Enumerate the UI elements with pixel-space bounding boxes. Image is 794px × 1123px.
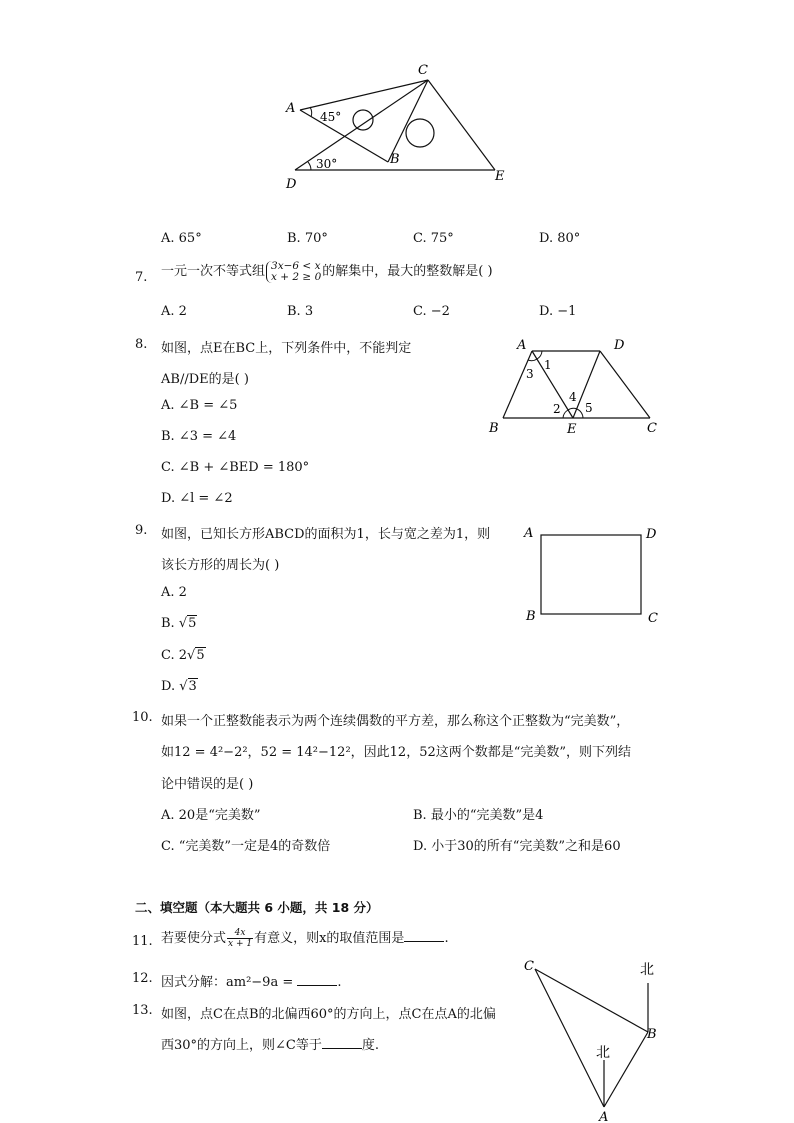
line-c-b [535, 969, 648, 1032]
line-a-c [300, 80, 428, 110]
q12-answer-blank[interactable] [297, 973, 337, 986]
q9-option-b-radicand: 5 [188, 616, 197, 631]
label-b: B [647, 1027, 657, 1042]
circle-small [353, 110, 373, 130]
q9-option-b-prefix: B. [161, 616, 175, 631]
q11-fraction-numerator: 4x [227, 928, 253, 939]
label-angle-4: 4 [569, 390, 577, 404]
q7-option-c[interactable]: C. −2 [413, 304, 450, 319]
q11-fraction-denominator: x + 1 [228, 939, 253, 949]
q7-inequality-1: 3x−6 < x [271, 259, 321, 272]
q7-stem [161, 260, 493, 283]
q10-number: 10. [132, 710, 153, 725]
q12-stem [161, 971, 342, 990]
label-d: D [646, 527, 657, 542]
q9-line-1: 如图，已知长方形ABCD的面积为1，长与宽之差为1，则 [161, 527, 491, 542]
q11-stem [161, 927, 449, 949]
label-angle-2: 2 [553, 402, 561, 416]
circle-large [406, 119, 434, 147]
line-d-c [600, 351, 650, 418]
q12-end: . [337, 975, 342, 990]
q11-text-before: 若要使分式 [161, 931, 227, 946]
q7-option-b[interactable]: B. 3 [287, 304, 314, 319]
q10-line-2: 如12 = 4²−2²，52 = 14²−12²，因此12，52这两个数都是“完美数”，则下列结 [161, 745, 632, 760]
q9-line-2: 该长方形的周长为( ) [161, 558, 280, 573]
angle-arc-d [308, 162, 311, 170]
angle-arc-2 [563, 410, 568, 418]
label-a: A [524, 526, 534, 541]
line-c-e [428, 80, 495, 170]
label-b: B [390, 152, 400, 167]
q11-text-after: 有意义，则x的取值范围是 [254, 931, 405, 946]
q9-option-c-radicand: 5 [196, 648, 205, 663]
label-b: B [526, 609, 536, 624]
q13-line-2-text: 西30°的方向上，则∠C等于 [161, 1038, 322, 1053]
q7-inequality-system [266, 261, 321, 283]
q11-end: . [444, 931, 449, 946]
label-angle-5: 5 [585, 401, 593, 415]
q9-option-d[interactable]: D. √3 [161, 679, 197, 694]
label-d: D [286, 177, 297, 192]
line-c-a [535, 969, 604, 1107]
q12-text: 因式分解：am²−9a = [161, 975, 298, 990]
direction-figure-q13 [515, 955, 675, 1123]
angle-arc-4 [568, 408, 577, 410]
line-a-b [503, 351, 532, 418]
q7-text-before: 一元一次不等式组 [161, 264, 266, 279]
q9-option-a[interactable]: A. 2 [161, 585, 187, 600]
rectangle-figure-q9 [515, 522, 665, 630]
line-b-a [604, 1032, 648, 1107]
q13-end: 度. [361, 1038, 380, 1053]
triangle-figure-q6 [280, 60, 520, 195]
q8-option-c[interactable]: C. ∠B + ∠BED = 180° [161, 460, 310, 475]
q10-option-a[interactable]: A. 20是“完美数” [161, 808, 261, 823]
label-e: E [567, 422, 577, 437]
q8-option-b[interactable]: B. ∠3 = ∠4 [161, 429, 237, 444]
q9-number: 9. [135, 523, 148, 538]
q10-line-3: 论中错误的是( ) [161, 777, 254, 792]
north-label-b: 北 [640, 962, 654, 978]
angle-label-30: 30° [316, 157, 338, 171]
q6-option-c[interactable]: C. 75° [413, 231, 454, 246]
section-title-fill-in: 二、填空题（本大题共 6 小题，共 18 分） [135, 900, 379, 915]
q8-option-d[interactable]: D. ∠l = ∠2 [161, 491, 233, 506]
angle-arc-3 [528, 359, 537, 361]
angle-arc-5 [577, 409, 583, 418]
q8-line-1: 如图，点E在BC上，下列条件中，不能判定 [161, 341, 412, 356]
angle-label-45: 45° [320, 110, 342, 124]
q6-option-b[interactable]: B. 70° [287, 231, 328, 246]
q7-inequality-2: x + 2 ≥ 0 [271, 270, 322, 283]
q7-option-a[interactable]: A. 2 [161, 304, 187, 319]
line-b-c [388, 80, 428, 162]
q9-option-b[interactable]: B. √5 [161, 616, 197, 631]
q10-option-c[interactable]: C. “完美数”一定是4的奇数倍 [161, 839, 331, 854]
line-a-b [300, 110, 388, 162]
q7-text-after: 的解集中，最大的整数解是( ) [322, 264, 493, 279]
q11-fraction [227, 928, 253, 949]
q13-line-2 [161, 1034, 379, 1053]
q9-option-c-prefix: C. 2 [161, 648, 188, 663]
q7-option-d[interactable]: D. −1 [539, 304, 577, 319]
rectangle-abcd [541, 535, 641, 614]
q11-number: 11. [132, 934, 153, 949]
q13-line-1: 如图，点C在点B的北偏西60°的方向上，点C在点A的北偏 [161, 1007, 496, 1022]
q10-line-1: 如果一个正整数能表示为两个连续偶数的平方差，那么称这个正整数为“完美数”， [161, 714, 630, 729]
label-angle-3: 3 [526, 367, 534, 381]
q9-option-d-prefix: D. [161, 679, 176, 694]
label-d: D [614, 338, 625, 353]
q6-option-d[interactable]: D. 80° [539, 231, 581, 246]
q10-option-b[interactable]: B. 最小的“完美数”是4 [413, 808, 544, 823]
north-label-a: 北 [596, 1045, 610, 1061]
label-c: C [647, 421, 657, 436]
q13-answer-blank[interactable] [322, 1036, 362, 1049]
label-e: E [495, 169, 505, 184]
q12-number: 12. [132, 971, 153, 986]
q10-option-d[interactable]: D. 小于30的所有“完美数”之和是60 [413, 839, 621, 854]
label-a: A [517, 338, 527, 353]
label-angle-1: 1 [544, 358, 552, 372]
label-c: C [648, 611, 658, 626]
angle-arc-1 [537, 351, 542, 359]
label-a: A [599, 1110, 609, 1123]
label-c: C [524, 959, 534, 974]
q8-number: 8. [135, 337, 148, 352]
q11-answer-blank[interactable] [404, 929, 444, 942]
q9-option-c[interactable]: C. 2√5 [161, 648, 205, 663]
label-a: A [286, 101, 296, 116]
trapezoid-figure-q8 [480, 333, 670, 438]
q6-option-a[interactable]: A. 65° [161, 231, 202, 246]
q8-option-a[interactable]: A. ∠B = ∠5 [161, 398, 238, 413]
label-c: C [418, 63, 428, 78]
q7-number: 7. [135, 270, 148, 285]
q8-line-2: AB//DE的是( ) [161, 372, 249, 387]
q13-number: 13. [132, 1003, 153, 1018]
q9-option-d-radicand: 3 [188, 679, 197, 694]
label-b: B [489, 421, 499, 436]
